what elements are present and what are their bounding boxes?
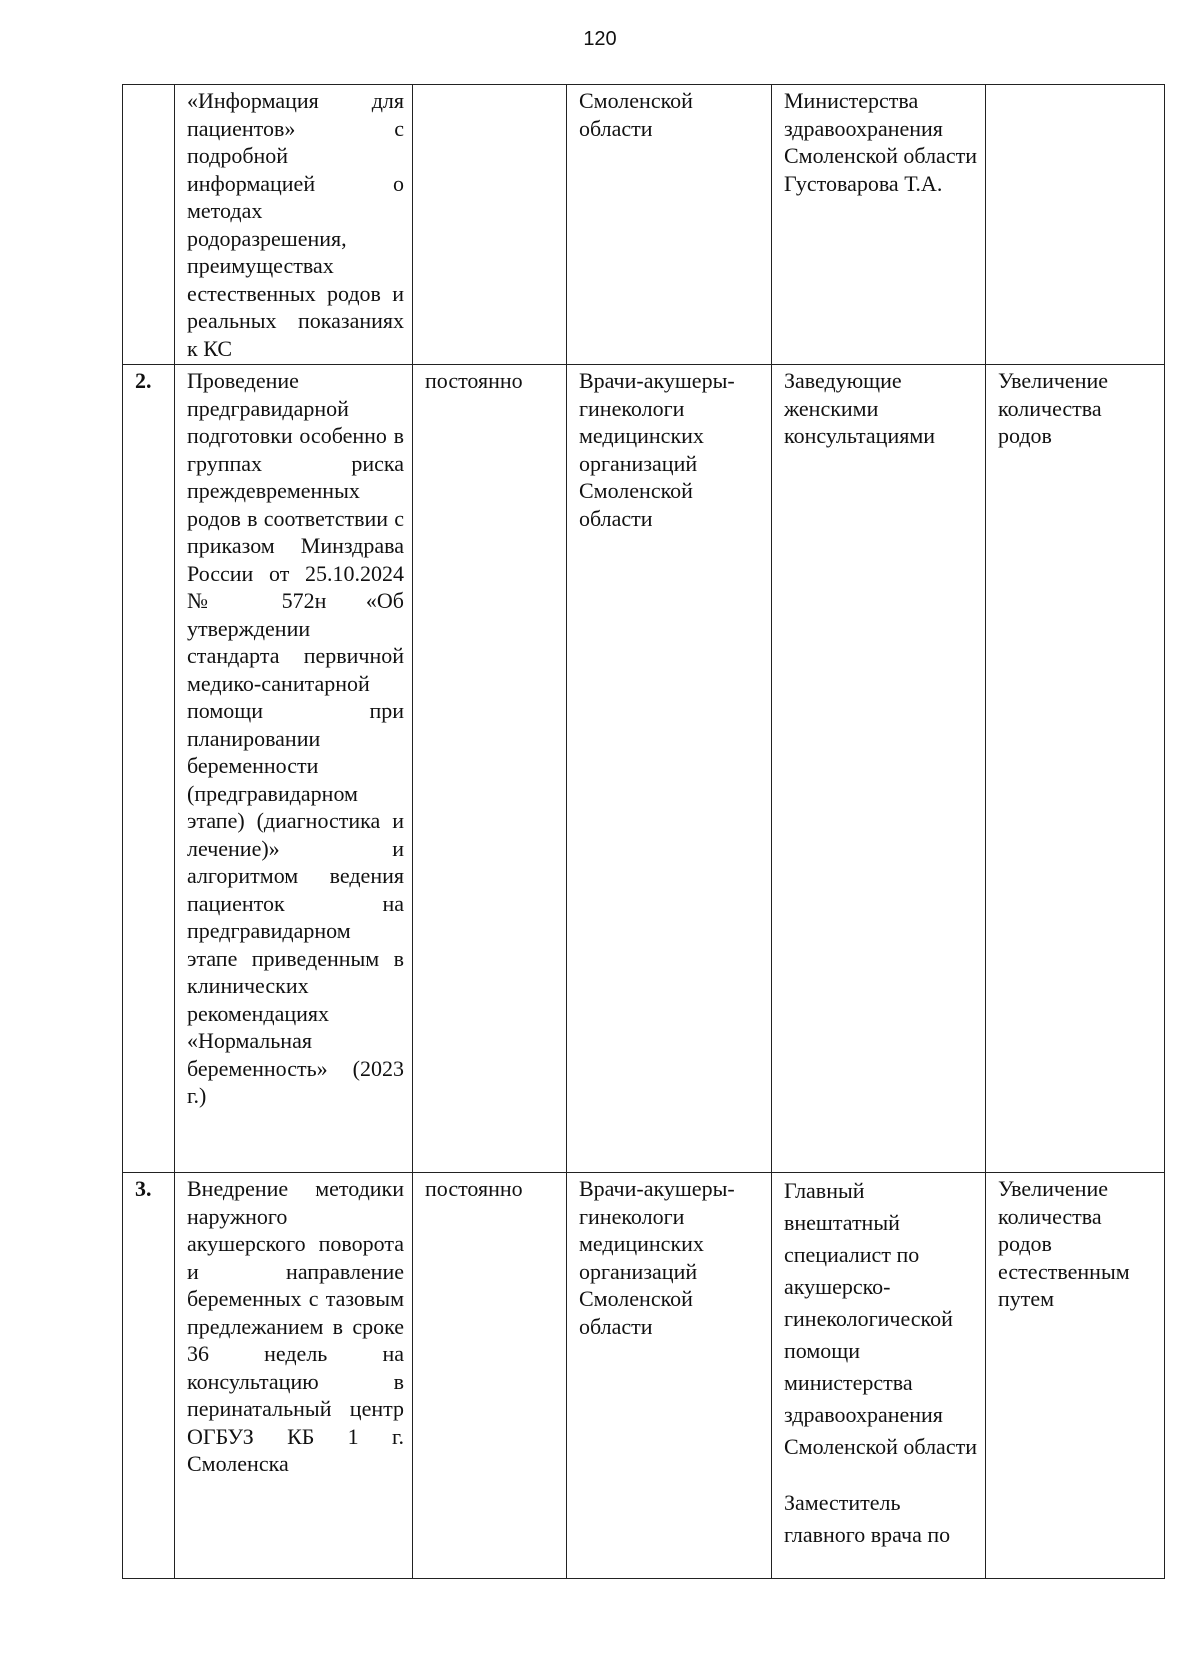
executors-cell: Врачи-акушеры-гинекологи медицинских организаций Смоленской области xyxy=(567,365,772,1173)
row-number: 2. xyxy=(123,365,175,1173)
executors-cell: Смоленской области xyxy=(567,85,772,365)
term-cell: постоянно xyxy=(413,365,567,1173)
responsible-text: Заведующие женскими консультациями xyxy=(784,368,936,448)
executors-cell: Врачи-акушеры-гинекологи медицинских организаций Смоленской области xyxy=(567,1173,772,1579)
table-row xyxy=(123,365,1165,1173)
measure-cell: Внедрение методики наружного акушерского поворота и направление беременных с тазовым предлежанием в сроке 36 недель на консультацию в перинатальный центр ОГБУЗ КБ 1 г. Смоленска xyxy=(175,1173,413,1579)
result-cell: Увеличение количества родов естественным путем xyxy=(986,1173,1165,1579)
responsible-text: Главный внештатный специалист по акушерско-гинекологической помощи министерства здравоохранения Смоленской области xyxy=(784,1178,977,1459)
page-number: 120 xyxy=(583,28,617,50)
measure-cell: Проведение предгравидарной подготовки особенно в группах риска преждевременных родов в соответствии с приказом Минздрава России от 25.10.2024 № 572н «Об утверждении стандарта первичной медико-санитарной помощи при планировании беременности (предгравидарном этапе) (диагностика и лечение)» и алгоритмом ведения пациенток на предгравидарном этапе приведенным в клинических рекомендациях «Нормальная беременность» (2023 г.) xyxy=(175,365,413,1173)
responsible-text: Министерства здравоохранения Смоленской области Густоварова Т.А. xyxy=(784,88,977,196)
paragraph-gap xyxy=(784,1463,977,1487)
result-cell xyxy=(986,85,1165,365)
measure-cell: «Информация для пациентов» с подробной информацией о методах родоразрешения, преимуществах естественных родов и реальных показаниях к КС xyxy=(175,85,413,365)
row-number xyxy=(123,85,175,365)
table-row xyxy=(123,85,1165,365)
responsible-cell xyxy=(772,85,986,365)
action-plan-table xyxy=(122,84,1165,1579)
responsible-text: Заместитель главного врача по xyxy=(784,1490,951,1547)
term-cell: постоянно xyxy=(413,1173,567,1579)
responsible-cell xyxy=(772,365,986,1173)
term-cell xyxy=(413,85,567,365)
row-number: 3. xyxy=(123,1173,175,1579)
responsible-cell xyxy=(772,1173,986,1579)
result-cell: Увеличение количества родов xyxy=(986,365,1165,1173)
table-row xyxy=(123,1173,1165,1579)
